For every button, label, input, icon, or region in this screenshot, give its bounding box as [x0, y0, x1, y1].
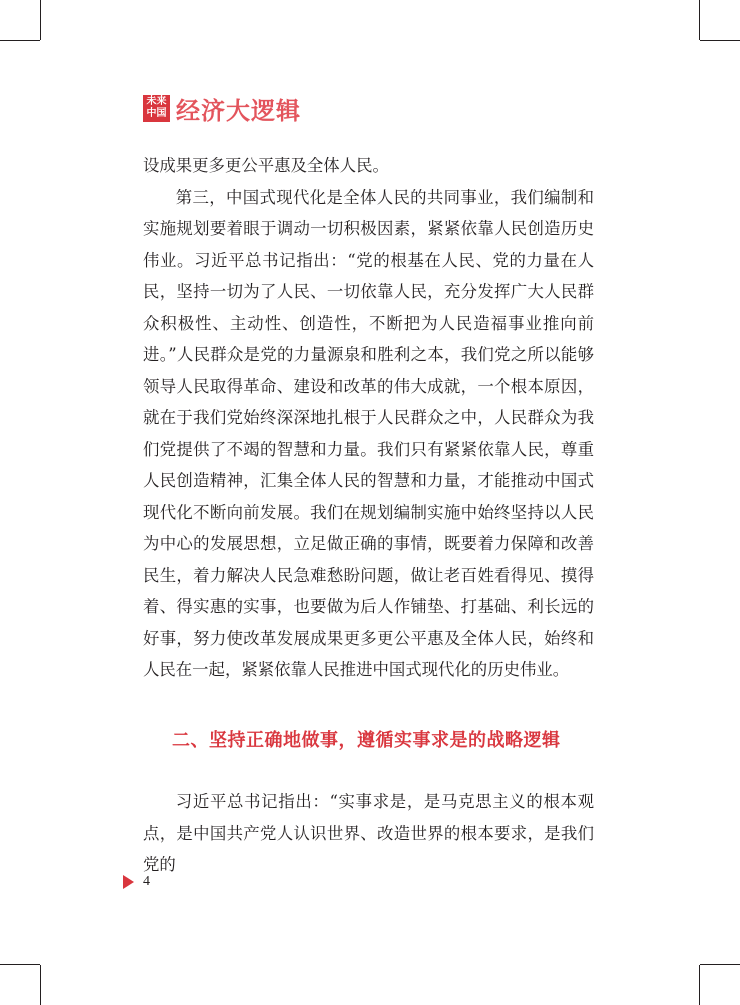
paragraph-third-point: 第三，中国式现代化是全体人民的共同事业，我们编制和实施规划要着眼于调动一切积极因素，紧紧依靠人民创造历史伟业。习近平总书记指出：“党的根基在人民、党的力量在人民，坚持一切为了人民、一切依靠人民，充分发挥广大人民群众积极性、主动性、创造性，不断把为人民造福事业推向前进。”人民群众是党的力量源泉和胜利之本，我们党之所以能够领导人民取得革命、建设和改革的伟大成就，一个根本原因，就在于我们党始终深深地扎根于人民群众之中，人民群众为我们党提供了不竭的智慧和力量。我们只有紧紧依靠人民，尊重人民创造精神，汇集全体人民的智慧和力量，才能推动中国式现代化不断向前发展。我们在规划编制实施中始终坚持以人民为中心的发展思想，立足做正确的事情，既要着力保障和改善民生，着力解决人民急难愁盼问题，做让老百姓看得见、摸得着、得实惠的实事，也要做为后人作铺垫、打基础、利长远的好事，努力使改革发展成果更多更公平惠及全体人民，始终和人民在一起，紧紧依靠人民推进中国式现代化的历史伟业。 — [143, 187, 594, 679]
logo-line-2: 中国 — [146, 108, 167, 119]
crop-mark — [699, 0, 700, 40]
crop-mark — [700, 40, 740, 41]
paragraph-continuation: 设成果更多更公平惠及全体人民。 — [143, 156, 389, 175]
book-title: 经济大逻辑 — [176, 95, 301, 125]
crop-mark — [700, 964, 740, 965]
crop-mark — [40, 0, 41, 40]
page-header — [143, 92, 301, 124]
crop-mark — [699, 965, 700, 1005]
crop-mark — [0, 964, 40, 965]
logo — [143, 95, 170, 122]
body-text — [143, 150, 594, 686]
paragraph-quote: 习近平总书记指出：“实事求是，是马克思主义的根本观点，是中国共产党人认识世界、改造世界的根本要求，是我们党的 — [143, 792, 594, 874]
logo-line-1: 未来 — [146, 96, 167, 107]
play-triangle-icon — [123, 875, 134, 889]
section-heading: 二、坚持正确地做事，遵循实事求是的战略逻辑 — [172, 730, 561, 751]
crop-mark — [40, 965, 41, 1005]
body-text-section-two — [143, 786, 594, 881]
page-number: 4 — [143, 874, 150, 889]
crop-mark — [0, 40, 40, 41]
page-footer — [123, 874, 150, 890]
